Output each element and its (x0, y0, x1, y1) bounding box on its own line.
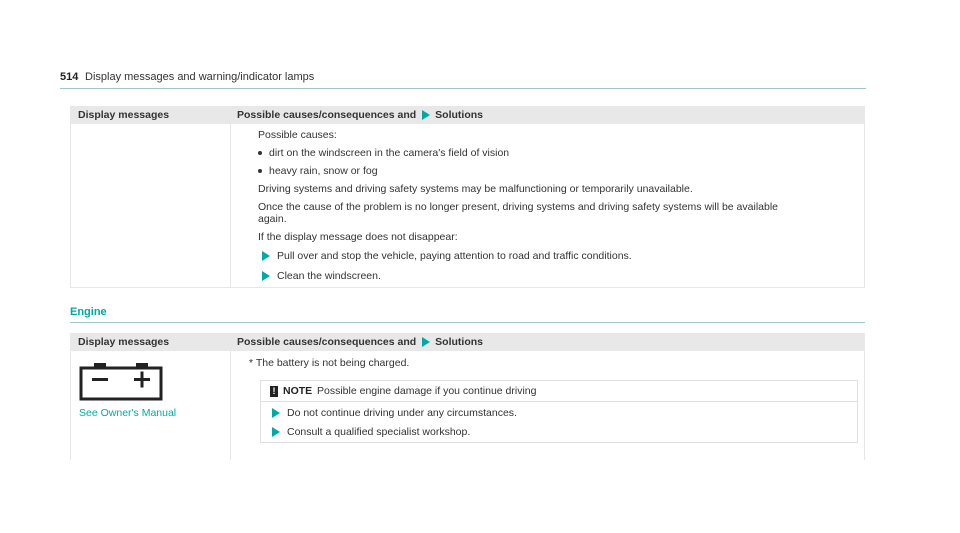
column-divider (230, 351, 231, 460)
page-header (60, 71, 866, 89)
see-owners-manual-link[interactable]: See Owner's Manual (79, 407, 177, 419)
step-item: Do not continue driving under any circumstances. (287, 407, 517, 419)
page-header-title: Display messages and warning/indicator lamps (85, 71, 315, 83)
page-number: 514 (60, 71, 79, 83)
bullet-item: dirt on the windscreen in the camera's field of vision (269, 147, 510, 159)
bullet-item: heavy rain, snow or fog (269, 165, 378, 177)
battery-icon (79, 361, 163, 401)
table-row (70, 124, 865, 288)
paragraph-available-line2: again. (258, 213, 287, 225)
step-item: Pull over and stop the vehicle, paying attention to road and traffic conditions. (277, 250, 632, 262)
play-arrow-icon (422, 337, 430, 347)
steps-row (261, 403, 857, 444)
column-header-causes-label: Possible causes/consequences and (237, 336, 417, 348)
column-divider (230, 124, 231, 287)
step-item: Clean the windscreen. (277, 270, 381, 282)
column-header-causes-label: Possible causes/consequences and (237, 109, 417, 121)
table-row (70, 351, 865, 460)
column-header-solutions-label: Solutions (435, 109, 484, 121)
display-messages-table-2 (70, 333, 865, 460)
step-item: Consult a qualified specialist workshop. (287, 426, 471, 438)
play-arrow-icon (272, 427, 280, 437)
note-label: NOTE (283, 385, 313, 397)
play-arrow-icon (262, 251, 270, 261)
play-arrow-icon (422, 110, 430, 120)
table-header (70, 106, 865, 124)
section-title-engine: Engine (70, 306, 107, 318)
column-header-display-messages: Display messages (78, 109, 170, 121)
warning-icon: ! (270, 386, 278, 397)
column-header-solutions-label: Solutions (435, 336, 484, 348)
causes-intro: Possible causes: (258, 129, 337, 141)
note-text: Possible engine damage if you continue driving (317, 385, 537, 397)
play-arrow-icon (272, 408, 280, 418)
note-row (261, 381, 857, 402)
display-messages-table-1 (70, 106, 865, 288)
play-arrow-icon (262, 271, 270, 281)
column-header-causes-solutions (237, 336, 483, 348)
column-header-causes-solutions (237, 109, 483, 121)
column-header-display-messages: Display messages (78, 336, 170, 348)
cause-battery: * The battery is not being charged. (249, 357, 410, 369)
section-divider (70, 322, 865, 323)
paragraph-if-not-disappear: If the display message does not disappear: (258, 231, 458, 243)
note-box (260, 380, 858, 443)
paragraph-available-line1: Once the cause of the problem is no longer present, driving systems and driving safety systems will be available (258, 201, 779, 213)
paragraph-malfunction: Driving systems and driving safety systems may be malfunctioning or temporarily unavailable. (258, 183, 693, 195)
table-header (70, 333, 865, 351)
